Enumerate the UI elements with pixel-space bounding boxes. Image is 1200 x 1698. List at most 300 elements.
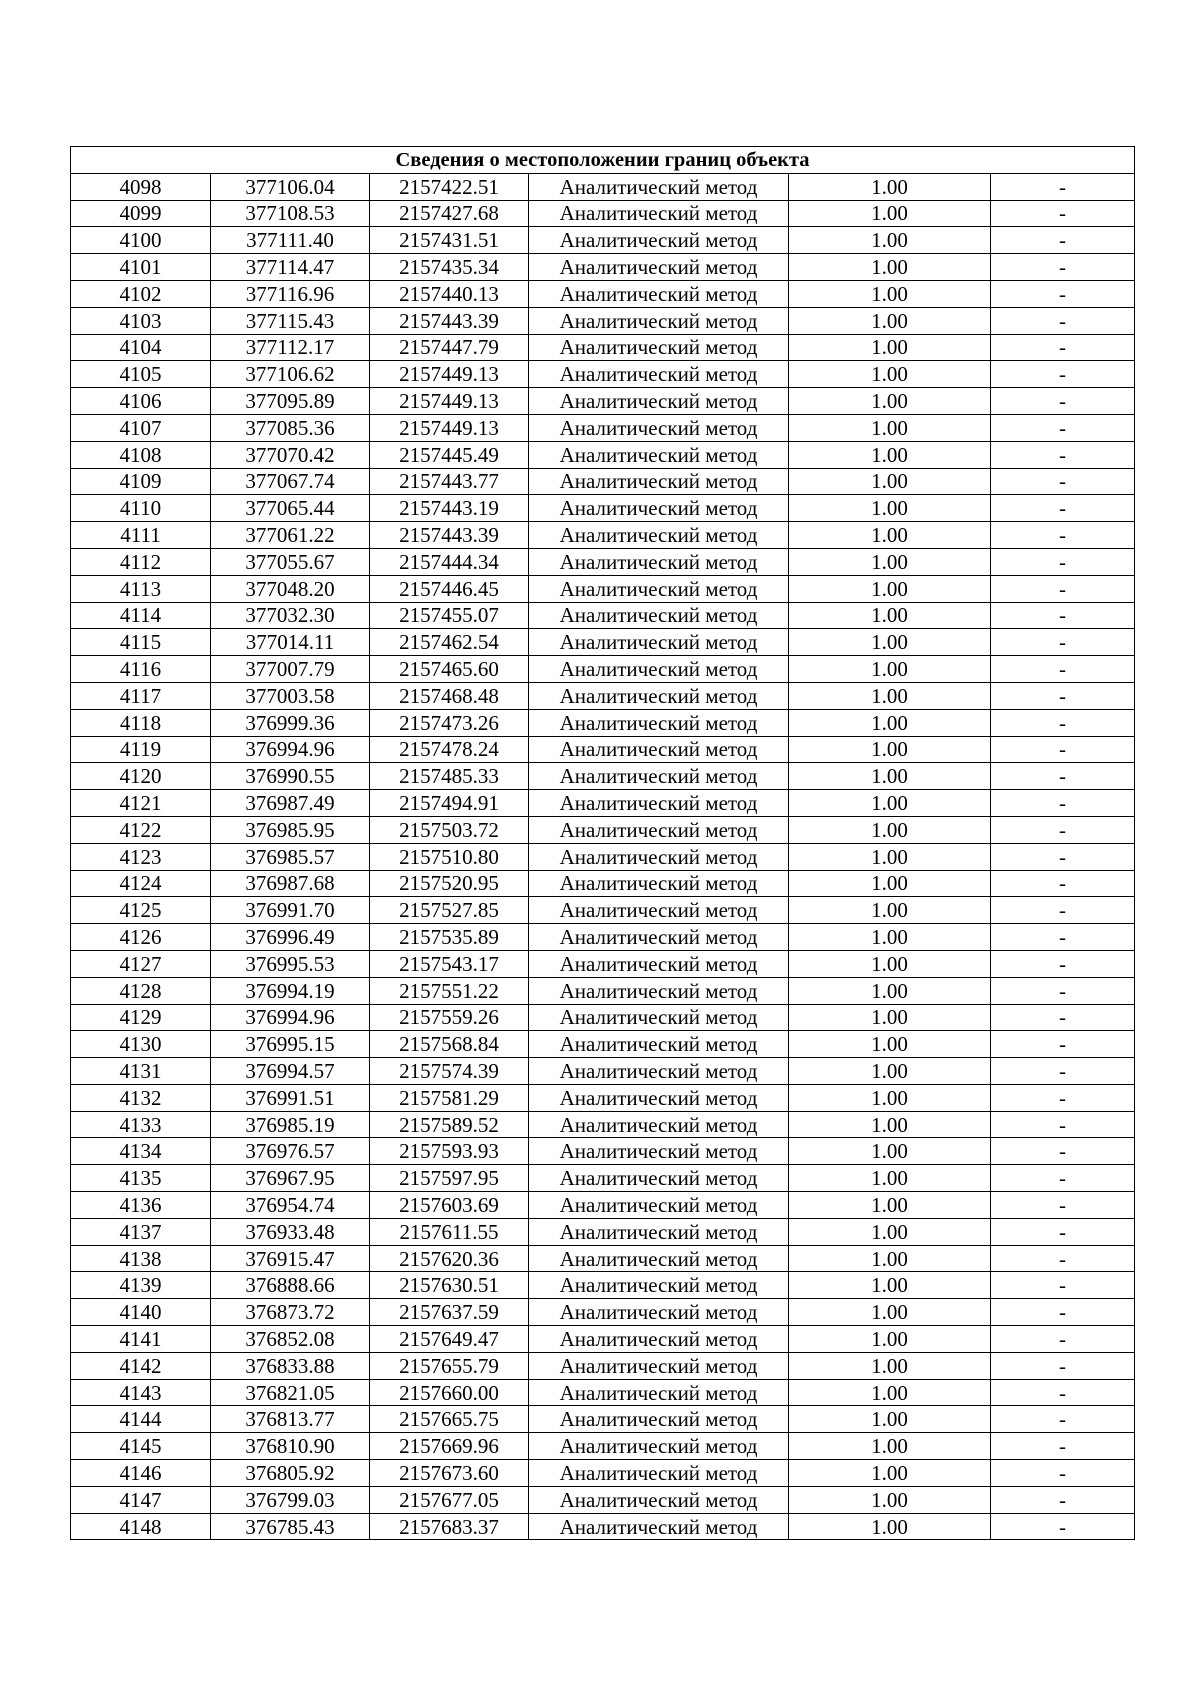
determination-method-cell: Аналитический метод [529,1272,789,1299]
y-coordinate-cell: 2157581.29 [370,1084,529,1111]
determination-method-cell: Аналитический метод [529,575,789,602]
point-number-cell: 4128 [71,977,211,1004]
determination-method-cell: Аналитический метод [529,843,789,870]
determination-method-cell: Аналитический метод [529,1379,789,1406]
x-coordinate-cell: 376785.43 [211,1513,370,1540]
point-number-cell: 4112 [71,548,211,575]
point-number-cell: 4133 [71,1111,211,1138]
point-number-cell: 4115 [71,629,211,656]
determination-method-cell: Аналитический метод [529,763,789,790]
table-row [71,1352,1135,1379]
table-row [71,1460,1135,1487]
accuracy-cell: 1.00 [789,816,991,843]
table-row [71,548,1135,575]
accuracy-cell: 1.00 [789,1379,991,1406]
determination-method-cell: Аналитический метод [529,924,789,951]
y-coordinate-cell: 2157443.39 [370,522,529,549]
point-number-cell: 4114 [71,602,211,629]
x-coordinate-cell: 376994.19 [211,977,370,1004]
point-number-cell: 4107 [71,414,211,441]
table-row [71,1084,1135,1111]
accuracy-cell: 1.00 [789,575,991,602]
point-number-cell: 4134 [71,1138,211,1165]
description-cell: - [991,414,1135,441]
point-number-cell: 4104 [71,334,211,361]
table-title-row [71,147,1135,174]
y-coordinate-cell: 2157455.07 [370,602,529,629]
x-coordinate-cell: 376987.68 [211,870,370,897]
x-coordinate-cell: 376994.57 [211,1058,370,1085]
table-row [71,924,1135,951]
point-number-cell: 4098 [71,173,211,200]
table-row [71,1031,1135,1058]
accuracy-cell: 1.00 [789,1272,991,1299]
accuracy-cell: 1.00 [789,1352,991,1379]
point-number-cell: 4102 [71,280,211,307]
point-number-cell: 4145 [71,1433,211,1460]
determination-method-cell: Аналитический метод [529,1111,789,1138]
x-coordinate-cell: 376987.49 [211,790,370,817]
description-cell: - [991,977,1135,1004]
point-number-cell: 4126 [71,924,211,951]
table-row [71,388,1135,415]
y-coordinate-cell: 2157649.47 [370,1326,529,1353]
point-number-cell: 4127 [71,950,211,977]
x-coordinate-cell: 376873.72 [211,1299,370,1326]
y-coordinate-cell: 2157665.75 [370,1406,529,1433]
description-cell: - [991,200,1135,227]
accuracy-cell: 1.00 [789,468,991,495]
x-coordinate-cell: 377014.11 [211,629,370,656]
accuracy-cell: 1.00 [789,736,991,763]
table-row [71,414,1135,441]
description-cell: - [991,870,1135,897]
x-coordinate-cell: 376954.74 [211,1192,370,1219]
description-cell: - [991,1058,1135,1085]
accuracy-cell: 1.00 [789,1058,991,1085]
accuracy-cell: 1.00 [789,1004,991,1031]
x-coordinate-cell: 376985.19 [211,1111,370,1138]
x-coordinate-cell: 376999.36 [211,709,370,736]
determination-method-cell: Аналитический метод [529,227,789,254]
y-coordinate-cell: 2157655.79 [370,1352,529,1379]
description-cell: - [991,736,1135,763]
accuracy-cell: 1.00 [789,1165,991,1192]
y-coordinate-cell: 2157447.79 [370,334,529,361]
table-row [71,1192,1135,1219]
determination-method-cell: Аналитический метод [529,1031,789,1058]
determination-method-cell: Аналитический метод [529,977,789,1004]
table-row [71,843,1135,870]
accuracy-cell: 1.00 [789,682,991,709]
table-row [71,361,1135,388]
x-coordinate-cell: 376985.95 [211,816,370,843]
description-cell: - [991,790,1135,817]
y-coordinate-cell: 2157611.55 [370,1218,529,1245]
description-cell: - [991,1192,1135,1219]
x-coordinate-cell: 376915.47 [211,1245,370,1272]
table-row [71,1513,1135,1540]
description-cell: - [991,1004,1135,1031]
accuracy-cell: 1.00 [789,656,991,683]
accuracy-cell: 1.00 [789,897,991,924]
table-row [71,227,1135,254]
table-row [71,1138,1135,1165]
description-cell: - [991,1165,1135,1192]
y-coordinate-cell: 2157443.77 [370,468,529,495]
x-coordinate-cell: 377111.40 [211,227,370,254]
x-coordinate-cell: 376991.51 [211,1084,370,1111]
table-row [71,977,1135,1004]
x-coordinate-cell: 377032.30 [211,602,370,629]
table-row [71,254,1135,281]
determination-method-cell: Аналитический метод [529,200,789,227]
determination-method-cell: Аналитический метод [529,1138,789,1165]
table-row [71,870,1135,897]
description-cell: - [991,495,1135,522]
table-row [71,441,1135,468]
point-number-cell: 4140 [71,1299,211,1326]
x-coordinate-cell: 377065.44 [211,495,370,522]
x-coordinate-cell: 376852.08 [211,1326,370,1353]
x-coordinate-cell: 377112.17 [211,334,370,361]
determination-method-cell: Аналитический метод [529,522,789,549]
point-number-cell: 4144 [71,1406,211,1433]
description-cell: - [991,816,1135,843]
x-coordinate-cell: 376994.96 [211,1004,370,1031]
x-coordinate-cell: 377061.22 [211,522,370,549]
table-row [71,1218,1135,1245]
y-coordinate-cell: 2157494.91 [370,790,529,817]
x-coordinate-cell: 376805.92 [211,1460,370,1487]
determination-method-cell: Аналитический метод [529,1326,789,1353]
y-coordinate-cell: 2157669.96 [370,1433,529,1460]
y-coordinate-cell: 2157465.60 [370,656,529,683]
accuracy-cell: 1.00 [789,173,991,200]
table-row [71,1379,1135,1406]
x-coordinate-cell: 376888.66 [211,1272,370,1299]
accuracy-cell: 1.00 [789,1406,991,1433]
description-cell: - [991,334,1135,361]
description-cell: - [991,468,1135,495]
determination-method-cell: Аналитический метод [529,1058,789,1085]
x-coordinate-cell: 377055.67 [211,548,370,575]
determination-method-cell: Аналитический метод [529,656,789,683]
y-coordinate-cell: 2157620.36 [370,1245,529,1272]
description-cell: - [991,1352,1135,1379]
x-coordinate-cell: 376967.95 [211,1165,370,1192]
table-row [71,334,1135,361]
accuracy-cell: 1.00 [789,441,991,468]
description-cell: - [991,843,1135,870]
determination-method-cell: Аналитический метод [529,548,789,575]
point-number-cell: 4131 [71,1058,211,1085]
point-number-cell: 4132 [71,1084,211,1111]
table-row [71,1433,1135,1460]
x-coordinate-cell: 376990.55 [211,763,370,790]
x-coordinate-cell: 376976.57 [211,1138,370,1165]
description-cell: - [991,522,1135,549]
y-coordinate-cell: 2157568.84 [370,1031,529,1058]
x-coordinate-cell: 376994.96 [211,736,370,763]
x-coordinate-cell: 376813.77 [211,1406,370,1433]
description-cell: - [991,280,1135,307]
accuracy-cell: 1.00 [789,1326,991,1353]
table-row [71,656,1135,683]
description-cell: - [991,924,1135,951]
determination-method-cell: Аналитический метод [529,682,789,709]
y-coordinate-cell: 2157535.89 [370,924,529,951]
y-coordinate-cell: 2157551.22 [370,977,529,1004]
point-number-cell: 4099 [71,200,211,227]
accuracy-cell: 1.00 [789,1138,991,1165]
table-row [71,1058,1135,1085]
determination-method-cell: Аналитический метод [529,602,789,629]
accuracy-cell: 1.00 [789,1245,991,1272]
y-coordinate-cell: 2157449.13 [370,361,529,388]
point-number-cell: 4135 [71,1165,211,1192]
determination-method-cell: Аналитический метод [529,1406,789,1433]
point-number-cell: 4111 [71,522,211,549]
point-number-cell: 4110 [71,495,211,522]
point-number-cell: 4116 [71,656,211,683]
determination-method-cell: Аналитический метод [529,1165,789,1192]
x-coordinate-cell: 376799.03 [211,1486,370,1513]
point-number-cell: 4130 [71,1031,211,1058]
table-body [71,173,1135,1540]
table-row [71,307,1135,334]
accuracy-cell: 1.00 [789,843,991,870]
x-coordinate-cell: 377085.36 [211,414,370,441]
table-row [71,709,1135,736]
point-number-cell: 4141 [71,1326,211,1353]
description-cell: - [991,1111,1135,1138]
y-coordinate-cell: 2157462.54 [370,629,529,656]
table-row [71,1004,1135,1031]
description-cell: - [991,629,1135,656]
point-number-cell: 4106 [71,388,211,415]
description-cell: - [991,1326,1135,1353]
boundary-coordinates-table [70,146,1135,1540]
table-row [71,468,1135,495]
y-coordinate-cell: 2157473.26 [370,709,529,736]
point-number-cell: 4123 [71,843,211,870]
x-coordinate-cell: 377048.20 [211,575,370,602]
point-number-cell: 4108 [71,441,211,468]
x-coordinate-cell: 377067.74 [211,468,370,495]
table-row [71,1272,1135,1299]
accuracy-cell: 1.00 [789,334,991,361]
table-row [71,495,1135,522]
accuracy-cell: 1.00 [789,361,991,388]
x-coordinate-cell: 377114.47 [211,254,370,281]
table-row [71,1245,1135,1272]
table-row [71,629,1135,656]
accuracy-cell: 1.00 [789,977,991,1004]
y-coordinate-cell: 2157603.69 [370,1192,529,1219]
description-cell: - [991,602,1135,629]
y-coordinate-cell: 2157440.13 [370,280,529,307]
description-cell: - [991,388,1135,415]
description-cell: - [991,656,1135,683]
accuracy-cell: 1.00 [789,1111,991,1138]
table-title: Сведения о местоположении границ объекта [71,147,1135,174]
point-number-cell: 4129 [71,1004,211,1031]
y-coordinate-cell: 2157683.37 [370,1513,529,1540]
point-number-cell: 4139 [71,1272,211,1299]
table-row [71,682,1135,709]
point-number-cell: 4119 [71,736,211,763]
table-row [71,816,1135,843]
description-cell: - [991,709,1135,736]
determination-method-cell: Аналитический метод [529,388,789,415]
y-coordinate-cell: 2157485.33 [370,763,529,790]
determination-method-cell: Аналитический метод [529,1486,789,1513]
accuracy-cell: 1.00 [789,790,991,817]
description-cell: - [991,1406,1135,1433]
description-cell: - [991,1138,1135,1165]
y-coordinate-cell: 2157593.93 [370,1138,529,1165]
description-cell: - [991,227,1135,254]
accuracy-cell: 1.00 [789,1084,991,1111]
accuracy-cell: 1.00 [789,1299,991,1326]
x-coordinate-cell: 376996.49 [211,924,370,951]
determination-method-cell: Аналитический метод [529,629,789,656]
y-coordinate-cell: 2157444.34 [370,548,529,575]
description-cell: - [991,897,1135,924]
determination-method-cell: Аналитический метод [529,1299,789,1326]
description-cell: - [991,1031,1135,1058]
determination-method-cell: Аналитический метод [529,361,789,388]
accuracy-cell: 1.00 [789,602,991,629]
accuracy-cell: 1.00 [789,200,991,227]
y-coordinate-cell: 2157468.48 [370,682,529,709]
x-coordinate-cell: 376821.05 [211,1379,370,1406]
determination-method-cell: Аналитический метод [529,173,789,200]
x-coordinate-cell: 376833.88 [211,1352,370,1379]
description-cell: - [991,950,1135,977]
description-cell: - [991,1084,1135,1111]
determination-method-cell: Аналитический метод [529,1218,789,1245]
table-row [71,1406,1135,1433]
point-number-cell: 4122 [71,816,211,843]
determination-method-cell: Аналитический метод [529,790,789,817]
accuracy-cell: 1.00 [789,1218,991,1245]
accuracy-cell: 1.00 [789,709,991,736]
determination-method-cell: Аналитический метод [529,870,789,897]
y-coordinate-cell: 2157443.19 [370,495,529,522]
x-coordinate-cell: 376995.15 [211,1031,370,1058]
point-number-cell: 4121 [71,790,211,817]
table-row [71,790,1135,817]
y-coordinate-cell: 2157422.51 [370,173,529,200]
point-number-cell: 4118 [71,709,211,736]
description-cell: - [991,1245,1135,1272]
y-coordinate-cell: 2157449.13 [370,388,529,415]
determination-method-cell: Аналитический метод [529,950,789,977]
accuracy-cell: 1.00 [789,414,991,441]
description-cell: - [991,1218,1135,1245]
y-coordinate-cell: 2157435.34 [370,254,529,281]
determination-method-cell: Аналитический метод [529,495,789,522]
description-cell: - [991,441,1135,468]
point-number-cell: 4100 [71,227,211,254]
y-coordinate-cell: 2157543.17 [370,950,529,977]
description-cell: - [991,254,1135,281]
table-row [71,1299,1135,1326]
determination-method-cell: Аналитический метод [529,414,789,441]
description-cell: - [991,1379,1135,1406]
accuracy-cell: 1.00 [789,254,991,281]
description-cell: - [991,1486,1135,1513]
x-coordinate-cell: 377106.62 [211,361,370,388]
y-coordinate-cell: 2157510.80 [370,843,529,870]
y-coordinate-cell: 2157677.05 [370,1486,529,1513]
table-row [71,280,1135,307]
y-coordinate-cell: 2157527.85 [370,897,529,924]
determination-method-cell: Аналитический метод [529,1433,789,1460]
y-coordinate-cell: 2157660.00 [370,1379,529,1406]
y-coordinate-cell: 2157559.26 [370,1004,529,1031]
determination-method-cell: Аналитический метод [529,1460,789,1487]
accuracy-cell: 1.00 [789,1460,991,1487]
determination-method-cell: Аналитический метод [529,1245,789,1272]
table-row [71,763,1135,790]
determination-method-cell: Аналитический метод [529,441,789,468]
accuracy-cell: 1.00 [789,924,991,951]
table-row [71,736,1135,763]
x-coordinate-cell: 377070.42 [211,441,370,468]
determination-method-cell: Аналитический метод [529,334,789,361]
y-coordinate-cell: 2157446.45 [370,575,529,602]
table-row [71,950,1135,977]
accuracy-cell: 1.00 [789,950,991,977]
description-cell: - [991,361,1135,388]
point-number-cell: 4103 [71,307,211,334]
point-number-cell: 4148 [71,1513,211,1540]
accuracy-cell: 1.00 [789,388,991,415]
y-coordinate-cell: 2157589.52 [370,1111,529,1138]
y-coordinate-cell: 2157597.95 [370,1165,529,1192]
description-cell: - [991,682,1135,709]
x-coordinate-cell: 377003.58 [211,682,370,709]
x-coordinate-cell: 377007.79 [211,656,370,683]
accuracy-cell: 1.00 [789,1192,991,1219]
determination-method-cell: Аналитический метод [529,1352,789,1379]
accuracy-cell: 1.00 [789,522,991,549]
y-coordinate-cell: 2157445.49 [370,441,529,468]
accuracy-cell: 1.00 [789,227,991,254]
y-coordinate-cell: 2157574.39 [370,1058,529,1085]
x-coordinate-cell: 377106.04 [211,173,370,200]
table-row [71,1326,1135,1353]
table-row [71,173,1135,200]
description-cell: - [991,1272,1135,1299]
determination-method-cell: Аналитический метод [529,280,789,307]
y-coordinate-cell: 2157673.60 [370,1460,529,1487]
point-number-cell: 4147 [71,1486,211,1513]
accuracy-cell: 1.00 [789,1486,991,1513]
accuracy-cell: 1.00 [789,870,991,897]
y-coordinate-cell: 2157520.95 [370,870,529,897]
accuracy-cell: 1.00 [789,1433,991,1460]
determination-method-cell: Аналитический метод [529,307,789,334]
x-coordinate-cell: 376810.90 [211,1433,370,1460]
description-cell: - [991,1433,1135,1460]
accuracy-cell: 1.00 [789,280,991,307]
point-number-cell: 4146 [71,1460,211,1487]
accuracy-cell: 1.00 [789,1031,991,1058]
